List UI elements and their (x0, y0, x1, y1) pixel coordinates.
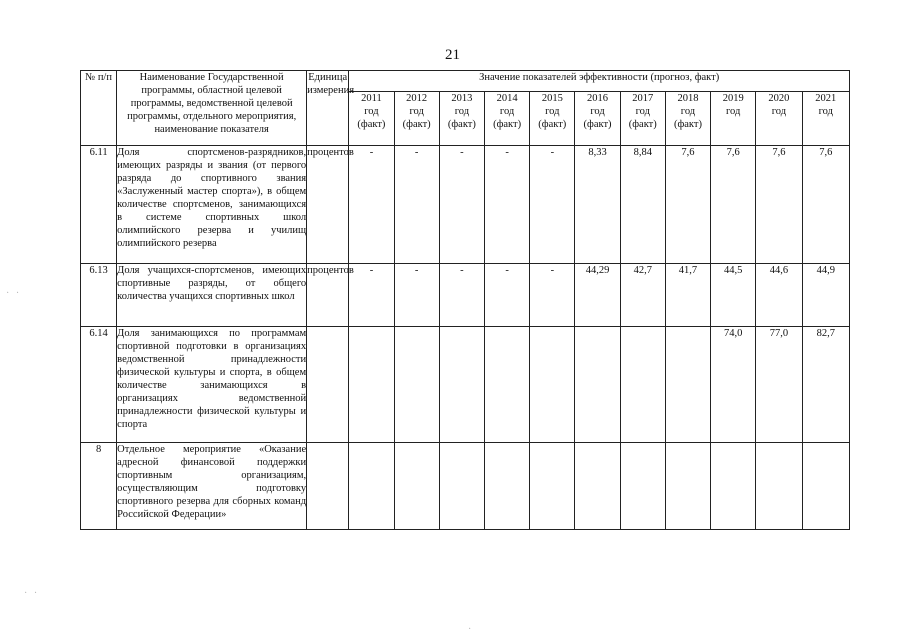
value-cell (394, 443, 439, 530)
header-year-2014 (484, 92, 529, 146)
value-cell: - (349, 264, 394, 327)
value-cell: 7,6 (756, 146, 802, 264)
value-cell: 44,9 (802, 264, 849, 327)
value-cell: 7,6 (665, 146, 710, 264)
scan-speck: · · (6, 288, 22, 299)
row-name: Доля учащихся-спортсменов, имеющих спортивные разряды, от общего количества учащихся спортивных школ (117, 264, 307, 327)
header-year-year: 2012 (406, 93, 428, 104)
header-year-year: 2015 (541, 93, 563, 104)
header-year-2012 (394, 92, 439, 146)
value-cell: - (530, 146, 575, 264)
header-year-sub: (факт) (357, 119, 386, 130)
header-year-label: год (409, 106, 424, 117)
header-row-top (81, 71, 850, 92)
value-cell (802, 443, 849, 530)
row-unit (307, 443, 349, 530)
value-cell: 7,6 (711, 146, 756, 264)
header-year-sub: (факт) (447, 119, 476, 130)
header-year-label: год (364, 106, 379, 117)
header-year-2013 (439, 92, 484, 146)
header-year-year: 2018 (677, 93, 699, 104)
value-cell (756, 443, 802, 530)
value-cell: 8,33 (575, 146, 620, 264)
header-year-label: год (454, 106, 470, 117)
header-year-sub: (факт) (673, 119, 702, 130)
value-cell: 7,6 (802, 146, 849, 264)
value-cell (394, 327, 439, 443)
header-year-year: 2021 (815, 93, 837, 104)
header-year-2020 (756, 92, 802, 146)
value-cell (439, 443, 484, 530)
table-row (81, 443, 850, 530)
header-year-sub: (факт) (628, 119, 657, 130)
value-cell: - (349, 146, 394, 264)
value-cell (530, 443, 575, 530)
header-year-label: год (726, 106, 741, 117)
value-cell: 44,29 (575, 264, 620, 327)
header-values-group: Значение показателей эффективности (прогноз, факт) (349, 71, 850, 92)
value-cell: 42,7 (620, 264, 665, 327)
value-cell (711, 443, 756, 530)
value-cell: - (439, 264, 484, 327)
header-year-year: 2019 (722, 93, 744, 104)
header-year-label: год (771, 106, 787, 117)
value-cell: - (394, 264, 439, 327)
header-year-2021 (802, 92, 849, 146)
header-year-label: год (499, 106, 515, 117)
table-body (81, 146, 850, 530)
scan-speck: · · (24, 588, 40, 599)
value-cell: 44,5 (711, 264, 756, 327)
row-unit: процентов (307, 146, 349, 264)
value-cell (484, 327, 529, 443)
header-year-year: 2011 (361, 93, 382, 104)
row-unit (307, 327, 349, 443)
value-cell: - (484, 146, 529, 264)
header-year-label: год (680, 106, 696, 117)
row-number: 8 (81, 443, 117, 530)
value-cell: - (394, 146, 439, 264)
header-year-label: год (590, 106, 605, 117)
value-cell (575, 443, 620, 530)
header-year-2015 (530, 92, 575, 146)
value-cell: 77,0 (756, 327, 802, 443)
row-number: 6.14 (81, 327, 117, 443)
row-number: 6.13 (81, 264, 117, 327)
value-cell: - (484, 264, 529, 327)
row-unit: процентов (307, 264, 349, 327)
header-year-sub: (факт) (583, 119, 612, 130)
row-name: Отдельное мероприятие «Оказание адресной финансовой поддержки спортивным организациям, осуществляющим подготовку спортивного резерва для сборных команд Российской Федерации» (117, 443, 307, 530)
header-year-year: 2020 (768, 93, 790, 104)
table-row (81, 264, 850, 327)
header-year-sub: (факт) (402, 119, 431, 130)
value-cell (665, 443, 710, 530)
value-cell: 8,84 (620, 146, 665, 264)
value-cell (665, 327, 710, 443)
value-cell (575, 327, 620, 443)
header-year-year: 2013 (451, 93, 473, 104)
value-cell (620, 327, 665, 443)
header-year-2016 (575, 92, 620, 146)
value-cell (530, 327, 575, 443)
header-year-year: 2016 (587, 93, 609, 104)
value-cell (349, 443, 394, 530)
header-year-label: год (635, 106, 650, 117)
table-row (81, 327, 850, 443)
value-cell (439, 327, 484, 443)
value-cell: 44,6 (756, 264, 802, 327)
row-number: 6.11 (81, 146, 117, 264)
header-year-year: 2014 (496, 93, 518, 104)
value-cell: 41,7 (665, 264, 710, 327)
header-year-year: 2017 (632, 93, 654, 104)
value-cell: 74,0 (711, 327, 756, 443)
scan-speck: · (468, 624, 474, 635)
value-cell: - (439, 146, 484, 264)
header-year-2018 (665, 92, 710, 146)
header-year-label: год (818, 106, 833, 117)
value-cell (620, 443, 665, 530)
header-num: № п/п (81, 71, 117, 146)
row-name: Доля спортсменов-разрядников, имеющих разряды и звания (от первого разряда до спортивного звания «Заслуженный мастер спорта»), в общем количестве спортсменов, занимающихся в системе спортивных школ олимпийского резерва и училищ олимпийского резерва (117, 146, 307, 264)
value-cell: - (530, 264, 575, 327)
indicators-table (80, 70, 850, 530)
header-year-2017 (620, 92, 665, 146)
header-year-label: год (545, 106, 560, 117)
value-cell: 82,7 (802, 327, 849, 443)
header-year-2019 (711, 92, 756, 146)
value-cell (349, 327, 394, 443)
header-year-sub: (факт) (538, 119, 567, 130)
header-year-sub: (факт) (493, 119, 522, 130)
header-year-2011 (349, 92, 394, 146)
row-name: Доля занимающихся по программам спортивной подготовки в организациях ведомственной принадлежности физической культуры и спорта, в общем количестве занимающихся в организациях ведомственной принадлежности физической культуры и спорта (117, 327, 307, 443)
header-unit: Единица измерения (307, 71, 349, 146)
header-name: Наименование Государственной программы, областной целевой программы, ведомственной целевой программы, отдельного мероприятия, наименование показателя (117, 71, 307, 146)
page-number: 21 (445, 47, 460, 63)
value-cell (484, 443, 529, 530)
table-row (81, 146, 850, 264)
